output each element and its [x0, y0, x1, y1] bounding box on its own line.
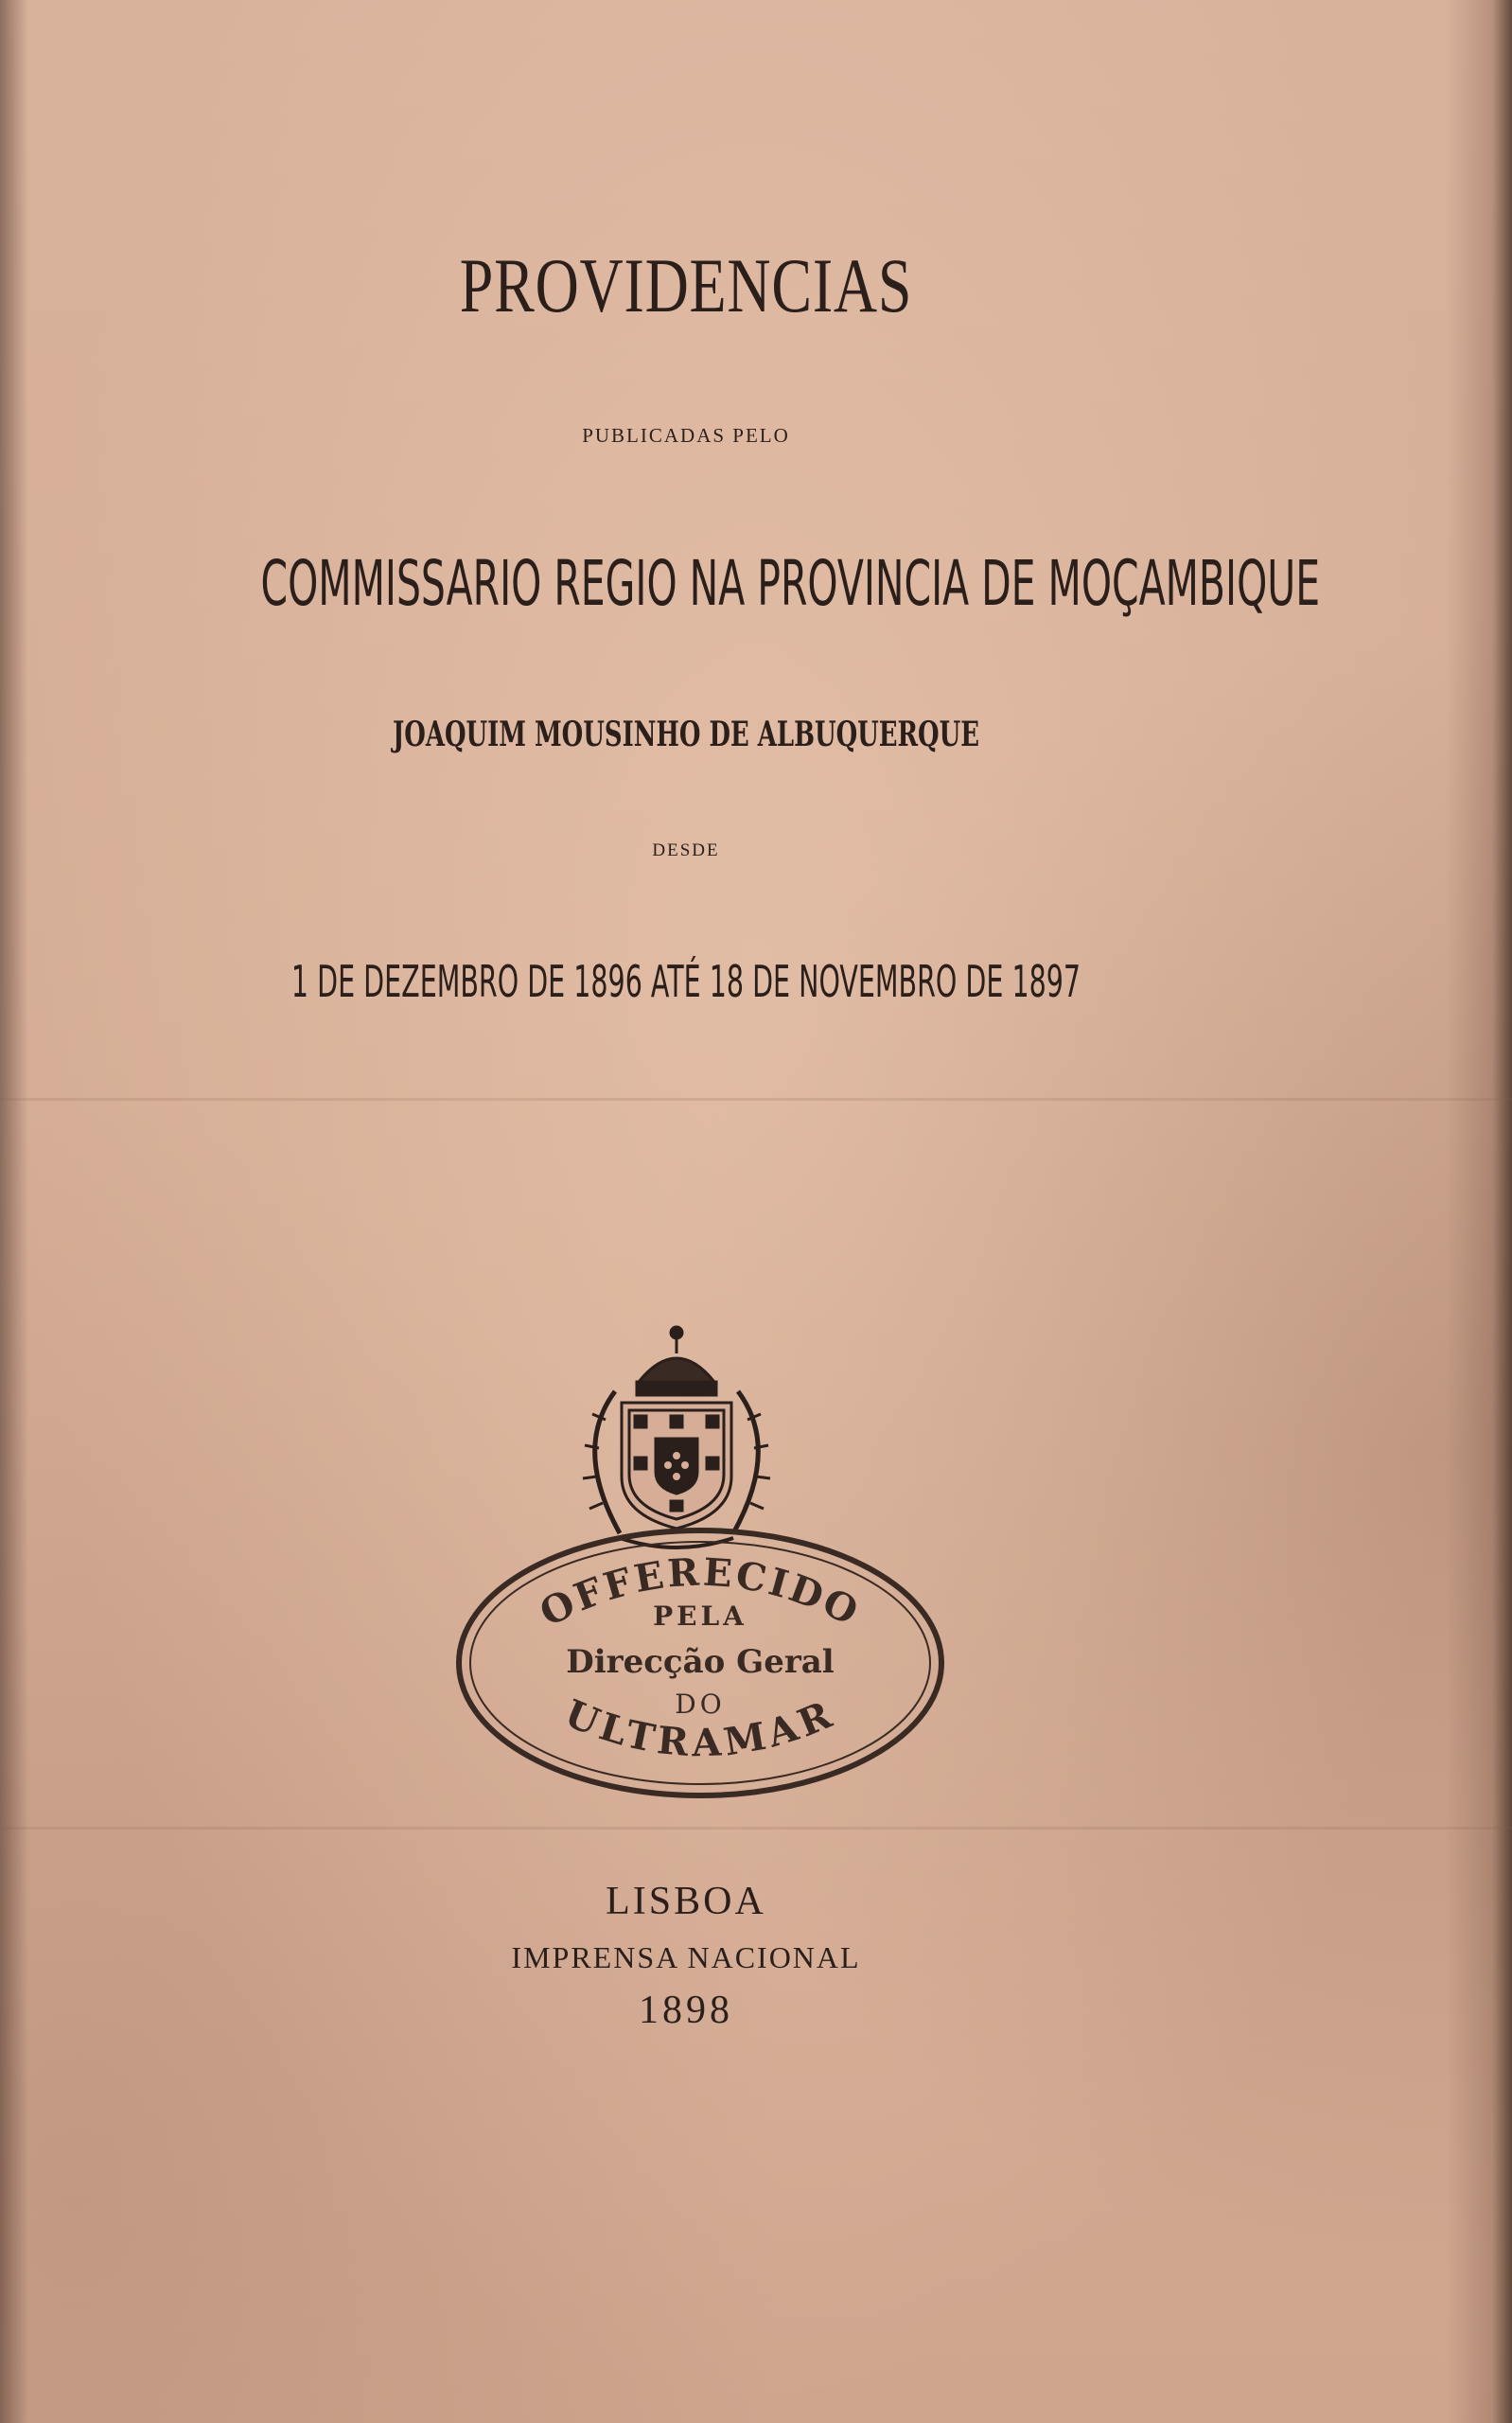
imprint-year: 1898	[639, 1989, 733, 2032]
page-right-edge	[1446, 0, 1512, 2423]
imprint-city: LISBOA	[606, 1880, 766, 1923]
coat-of-arms-icon	[563, 1316, 790, 1552]
stamp-line-4: DO	[675, 1689, 726, 1720]
stamp-line-1: OFFERECIDO	[533, 1549, 868, 1636]
oval-stamp-icon	[449, 1519, 951, 1808]
stamp-line-5: ULTRAMAR	[558, 1690, 842, 1766]
date-range: 1 DE DEZEMBRO DE 1896 ATÉ 18 DE NOVEMBRO DE 1897	[290, 956, 1081, 1007]
paper-crease	[0, 1827, 1512, 1830]
person-name: JOAQUIM MOUSINHO DE ALBUQUERQUE	[392, 715, 980, 754]
stamp-line-2: PELA	[653, 1601, 747, 1632]
since-label: DESDE	[652, 840, 720, 860]
office-heading: COMMISSARIO REGIO NA PROVINCIA DE MOÇAMBIQUE	[260, 547, 1321, 620]
page-left-edge	[0, 0, 28, 2423]
stamp-line-3: Direcção Geral	[566, 1643, 835, 1681]
document-title: PROVIDENCIAS	[459, 242, 913, 328]
document-subtitle: PUBLICADAS PELO	[582, 424, 790, 447]
paper-crease	[0, 1098, 1512, 1101]
imprint-printer: IMPRENSA NACIONAL	[511, 1940, 861, 1974]
